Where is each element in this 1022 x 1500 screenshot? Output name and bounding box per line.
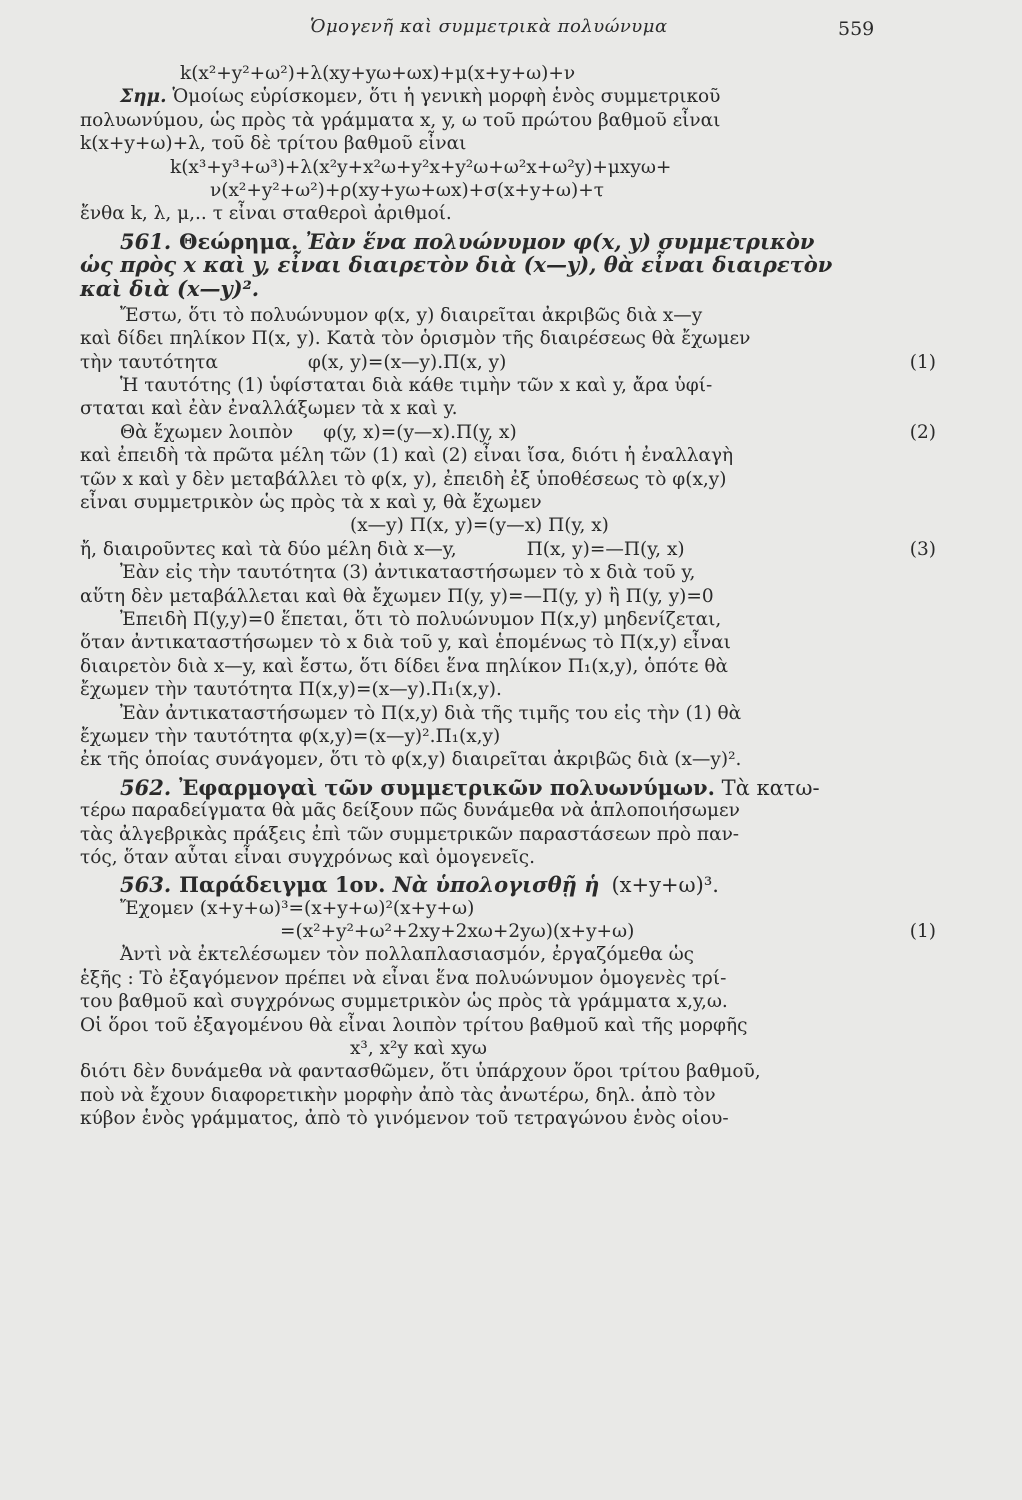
text-line: ἑξῆς : Τὸ ἐξαγόμενον πρέπει νὰ εἶναι ἕνα πολυώνυμον ὁμογενὲς τρί- [80,967,727,989]
equation: =(x²+y²+ω²+2xy+2xω+2yω)(x+y+ω) [280,921,635,943]
example-expression: (x+y+ω)³. [611,873,719,898]
text-line: εἶναι συμμετρικὸν ὡς πρὸς τὰ x καὶ y, θὰ ἔχωμεν [80,492,542,514]
text-line: καὶ ἐπειδὴ τὰ πρῶτα μέλη τῶν (1) καὶ (2) εἶναι ἴσα, διότι ἡ ἐναλλαγὴ [80,445,734,467]
text-line: διότι δὲν δυνάμεθα νὰ φαντασθῶμεν, ὅτι ὑπάρχουν ὅροι τρίτου βαθμοῦ, [80,1061,761,1083]
text-line: Ἔστω, ὅτι τὸ πολυώνυμον φ(x, y) διαιρεῖται ἀκριβῶς διὰ x—y [120,304,703,326]
note-line [80,85,950,108]
equation-line [80,351,950,374]
theorem-title: Θεώρημα. [179,228,299,254]
equation-line: (x—y) Π(x, y)=(y—x) Π(y, x) [350,515,609,537]
text-line: διαιρετὸν διὰ x—y, καὶ ἔστω, ὅτι δίδει ἕνα πηλίκον Π₁(x,y), ὁπότε θὰ [80,655,729,677]
formula-line: ν(x²+y²+ω²)+ρ(xy+yω+ωx)+σ(x+y+ω)+τ [210,179,604,201]
section-number: 561. [120,228,172,254]
equation-line [80,421,950,444]
section-title: Ἐφαρμογαὶ τῶν συμμετρικῶν πολυωνύμων. [179,774,715,800]
text-line: Ἐπειδὴ Π(y,y)=0 ἕπεται, ὅτι τὸ πολυώνυμον Π(x,y) μηδενίζεται, [120,608,722,630]
theorem-statement: καὶ διὰ (x—y)². [80,275,260,301]
equation-tag: (2) [909,421,936,443]
formula-line: x³, x²y καὶ xyω [350,1038,487,1060]
formula-line: k(x²+y²+ω²)+λ(xy+yω+ωx)+μ(x+y+ω)+ν [180,63,576,84]
text-line: ἐκ τῆς ὁποίας συνάγομεν, ὅτι τὸ φ(x,y) διαιρεῖται ἀκριβῶς διὰ (x—y)². [80,749,742,771]
text-line: ποὺ νὰ ἔχουν διαφορετικὴν μορφὴν ἀπὸ τὰς ἀνωτέρω, δηλ. ἀπὸ τὸν [80,1084,716,1106]
text: Θὰ ἔχωμεν λοιπὸν [120,421,294,443]
text-line: Ἀντὶ νὰ ἐκτελέσωμεν τὸν πολλαπλασιασμόν, ἐργαζόμεθα ὡς [120,944,695,966]
equation-line [80,538,950,561]
equation-line: Ἔχομεν (x+y+ω)³=(x+y+ω)²(x+y+ω) [120,897,475,919]
equation-tag: (1) [909,351,936,373]
text-line: Ἐὰν εἰς τὴν ταυτότητα (3) ἀντικαταστήσωμεν τὸ x διὰ τοῦ y, [120,562,696,584]
equation-line [80,920,950,943]
section-number: 562. [120,774,172,800]
text-line: ἔχωμεν τὴν ταυτότητα φ(x,y)=(x—y)².Π₁(x,y) [80,725,501,747]
text-line: σταται καὶ ἐὰν ἐναλλάξωμεν τὰ x καὶ y. [80,398,458,420]
text-line: αὕτη δὲν μεταβάλλεται καὶ θὰ ἔχωμεν Π(y, y)=—Π(y, y) ἢ Π(y, y)=0 [80,585,714,607]
text: Τὰ κατω- [714,775,820,800]
text-line: τὰς ἀλγεβρικὰς πράξεις ἐπὶ τῶν συμμετρικῶν παραστάσεων πρὸ παν- [80,823,740,845]
formula-line: k(x³+y³+ω³)+λ(x²y+x²ω+y²x+y²ω+ω²x+ω²y)+μxyω+ [170,156,672,178]
theorem-heading [80,230,950,253]
section-number: 563. [120,872,172,898]
equation-tag: (1) [909,921,936,943]
text-line: πολυωνύμου, ὡς πρὸς τὰ γράμματα x, y, ω τοῦ πρώτου βαθμοῦ εἶναι [80,109,721,131]
text-line: ἔνθα k, λ, μ,.. τ εἶναι σταθεροὶ ἀριθμοί. [80,203,452,225]
equation-tag: (3) [909,538,936,560]
text-line: k(x+y+ω)+λ, τοῦ δὲ τρίτου βαθμοῦ εἶναι [80,133,467,155]
text-line: κύβον ἑνὸς γράμματος, ἀπὸ τὸ γινόμενον τοῦ τετραγώνου ἑνὸς οἱου- [80,1108,729,1130]
note-label: Σημ. [120,86,167,108]
text-line: ὅταν ἀντικαταστήσωμεν τὸ x διὰ τοῦ y, καὶ ἑπομένως τὸ Π(x,y) εἶναι [80,632,731,654]
text-line: τέρω παραδείγματα θὰ μᾶς δείξουν πῶς δυνάμεθα νὰ ἁπλοποιήσωμεν [80,800,740,822]
text-line: του βαθμοῦ καὶ συγχρόνως συμμετρικὸν ὡς πρὸς τὰ γράμματα x,y,ω. [80,991,728,1013]
equation: φ(x, y)=(x—y).Π(x, y) [307,351,507,373]
page-number: 559 [838,18,875,40]
theorem-statement: ὡς πρὸς x καὶ y, εἶναι διαιρετὸν διὰ (x—y), θὰ εἶναι διαιρετὸν [80,252,833,278]
text-line: τός, ὅταν αὗται εἶναι συγχρόνως καὶ ὁμογενεῖς. [80,846,535,868]
example-title: Παράδειγμα 1ον. [179,872,386,898]
text: ἤ, διαιροῦντες καὶ τὰ δύο μέλη διὰ x—y, [80,538,457,560]
text-line: τῶν x καὶ y δὲν μεταβάλλει τὸ φ(x, y), ἐπειδὴ ἐξ ὑποθέσεως τὸ φ(x,y) [80,468,727,490]
text-line: Ἐὰν ἀντικαταστήσωμεν τὸ Π(x,y) διὰ τῆς τιμῆς του εἰς τὴν (1) θὰ [120,702,742,724]
running-title: Ὁμογενῆ καὶ συμμετρικὰ πολυώνυμα [310,16,668,37]
page-body [80,62,950,1131]
text-line: καὶ δίδει πηλίκον Π(x, y). Κατὰ τὸν ὁρισμὸν τῆς διαιρέσεως θὰ ἔχωμεν [80,328,751,350]
text-line: ἔχωμεν τὴν ταυτότητα Π(x,y)=(x—y).Π₁(x,y). [80,679,502,701]
text-line: Ἡ ταυτότης (1) ὑφίσταται διὰ κάθε τιμὴν τῶν x καὶ y, ἄρα ὑφί- [120,375,713,397]
text: τὴν ταυτότητα [80,351,218,373]
example-task: Νὰ ὑπολογισθῇ ἡ [385,872,600,898]
page-header [0,14,1022,44]
section-heading [80,776,950,799]
text-line: Οἱ ὅροι τοῦ ἐξαγομένου θὰ εἶναι λοιπὸν τρίτου βαθμοῦ καὶ τῆς μορφῆς [80,1014,748,1036]
text: Ὁμοίως εὑρίσκομεν, ὅτι ἡ γενικὴ μορφὴ ἑνὸς συμμετρικοῦ [166,86,721,108]
example-heading [80,873,950,896]
equation: φ(y, x)=(y—x).Π(y, x) [323,421,517,443]
theorem-statement: Ἐὰν ἕνα πολυώνυμον φ(x, y) συμμετρικὸν [298,228,815,254]
equation: Π(x, y)=—Π(y, x) [526,538,685,560]
